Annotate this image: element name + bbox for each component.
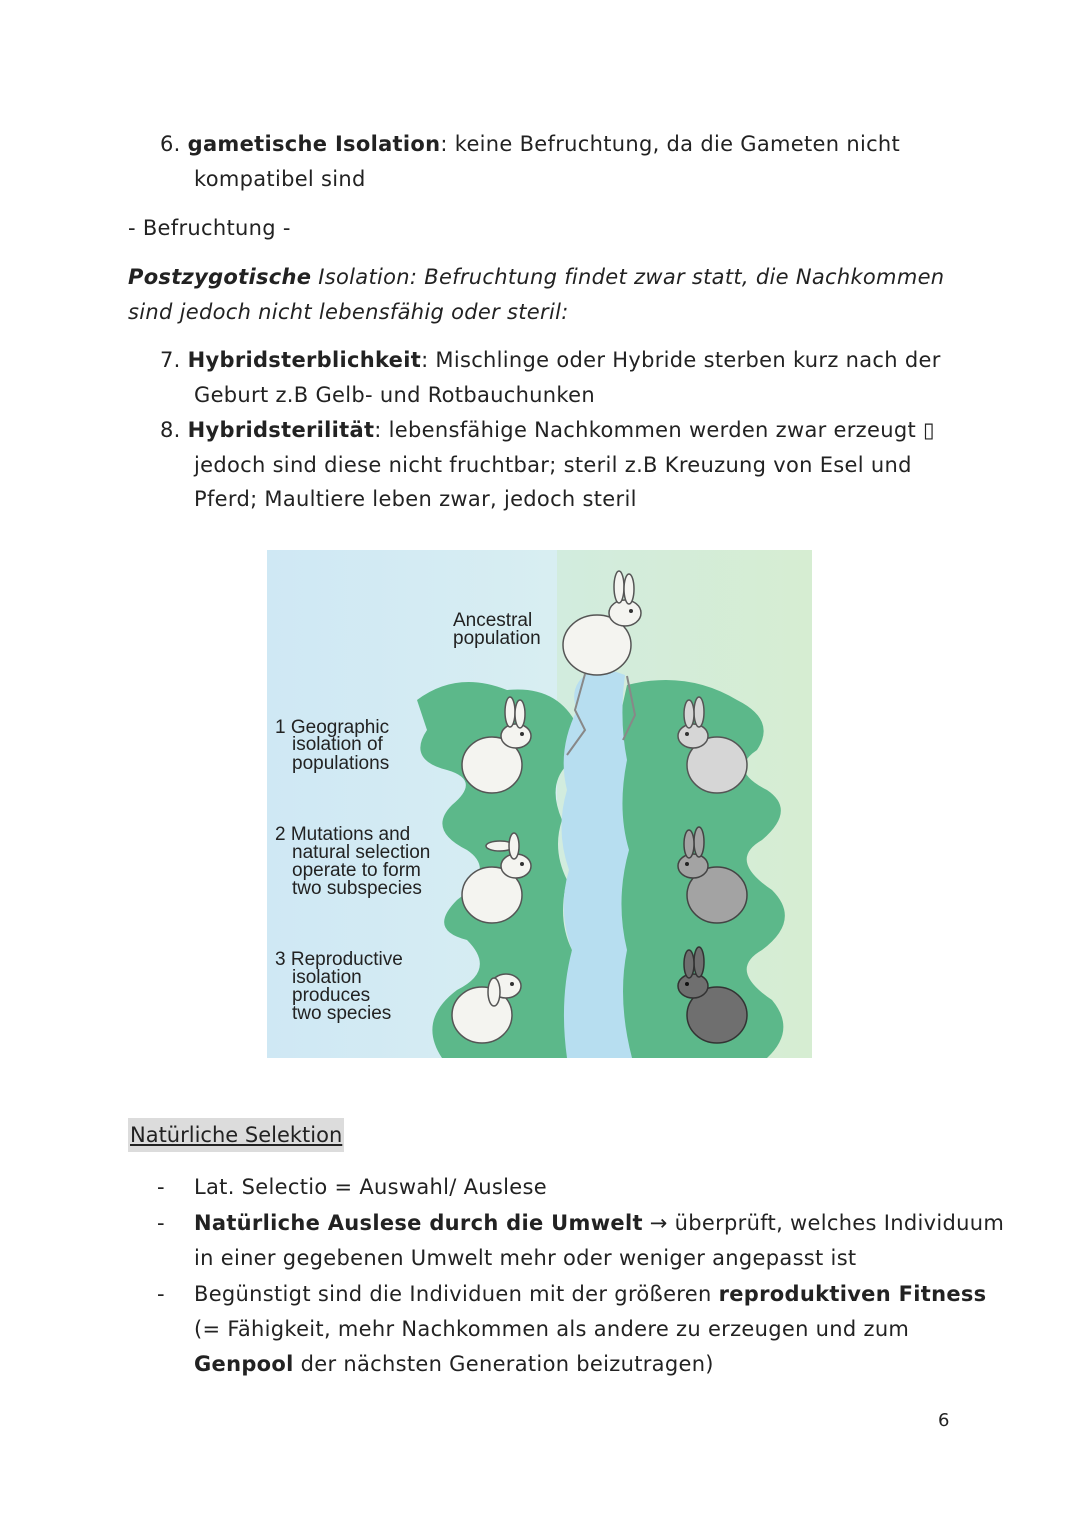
- section-heading-selection: Natürliche Selektion: [128, 1118, 344, 1152]
- item-8-number: 8.: [160, 418, 181, 442]
- item-8-line3: Pferd; Maultiere leben zwar, jedoch steril: [194, 487, 637, 511]
- bullet-2-bold: Natürliche Auslese durch die Umwelt: [194, 1211, 643, 1235]
- item-6-number: 6.: [160, 132, 181, 156]
- postzygotic-term: Postzygotische: [128, 265, 312, 289]
- item-8-line2: jedoch sind diese nicht fruchtbar; steril z.B Kreuzung von Esel und: [194, 453, 912, 477]
- bullet-3-line2: (= Fähigkeit, mehr Nachkommen als andere zu erzeugen und zum: [194, 1317, 910, 1341]
- item-6-line2: kompatibel sind: [194, 167, 366, 191]
- item-7-number: 7.: [160, 348, 181, 372]
- bullet-dash-2: -: [157, 1211, 165, 1235]
- label-step3-2: isolation: [292, 967, 362, 988]
- item-8-text: : lebensfähige Nachkommen werden zwar erzeugt ▯: [374, 418, 935, 442]
- label-step3-3: produces: [292, 985, 371, 1006]
- label-step2-1: 2 Mutations and: [275, 824, 411, 845]
- item-6-text: : keine Befruchtung, da die Gameten nicht: [440, 132, 901, 156]
- label-step2-2: natural selection: [292, 842, 431, 863]
- item-7-line1: [160, 343, 941, 377]
- label-step3-4: two species: [292, 1003, 392, 1024]
- item-7-term: Hybridsterblichkeit: [187, 348, 422, 372]
- bullet-3-text3: der nächsten Generation beizutragen): [293, 1352, 714, 1376]
- label-ancestral-1: Ancestral: [453, 610, 533, 631]
- label-ancestral-2: population: [453, 628, 541, 649]
- postzygotic-line1: [128, 260, 944, 294]
- postzygotic-text: Isolation: Befruchtung findet zwar statt, die Nachkommen: [311, 265, 945, 289]
- label-step3-1: 3 Reproductive: [275, 949, 403, 970]
- label-step2-3: operate to form: [292, 860, 421, 881]
- befruchtung-divider: - Befruchtung -: [128, 216, 291, 240]
- bullet-2-line2: in einer gegebenen Umwelt mehr oder weniger angepasst ist: [194, 1246, 857, 1270]
- bullet-2-text: → überprüft, welches Individuum: [642, 1211, 1005, 1235]
- label-step1-2: isolation of: [292, 734, 383, 755]
- item-8-term: Hybridsterilität: [187, 418, 375, 442]
- label-step1-1: 1 Geographic: [275, 717, 390, 738]
- label-step2-4: two subspecies: [292, 878, 422, 899]
- item-7-text: : Mischlinge oder Hybride sterben kurz nach der: [421, 348, 941, 372]
- bullet-3-line3: [194, 1347, 714, 1381]
- item-8-line1: [160, 413, 935, 447]
- item-6-line1: [160, 127, 900, 161]
- river: [561, 670, 632, 1058]
- label-step1-3: populations: [292, 753, 390, 774]
- page-number: 6: [938, 1410, 950, 1431]
- bullet-dash-1: -: [157, 1175, 165, 1199]
- speciation-figure: [267, 550, 812, 1058]
- bullet-3-text: Begünstigt sind die Individuen mit der größeren: [194, 1282, 719, 1306]
- bullet-3-bold: reproduktiven Fitness: [718, 1282, 987, 1306]
- item-6-term: gametische Isolation: [187, 132, 441, 156]
- postzygotic-line2: sind jedoch nicht lebensfähig oder steril:: [128, 300, 569, 324]
- bullet-2-line1: [194, 1206, 1004, 1240]
- item-7-line2: Geburt z.B Gelb- und Rotbauchunken: [194, 383, 595, 407]
- bullet-dash-3: -: [157, 1282, 165, 1306]
- bullet-3-line1: [194, 1277, 986, 1311]
- bullet-3-genpool: Genpool: [194, 1352, 294, 1376]
- bullet-1-line1: Lat. Selectio = Auswahl/ Auslese: [194, 1175, 547, 1199]
